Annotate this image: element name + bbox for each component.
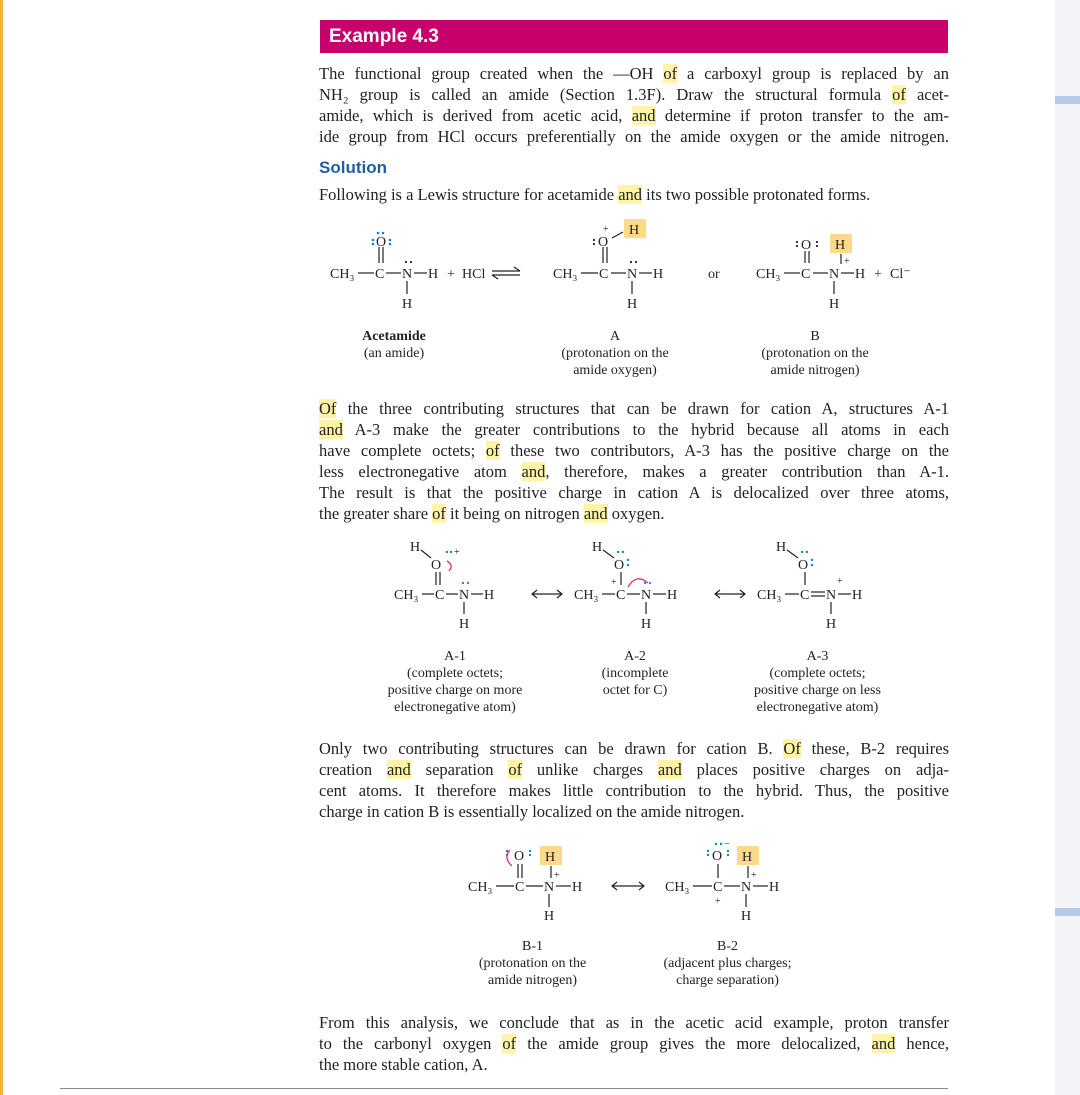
charge-plus: + [751,870,757,881]
caption-desc: octet for C) [602,683,668,698]
caption-desc: amide oxygen) [573,363,657,378]
atom-h: H [410,540,421,555]
resonance-scheme-a-svg [390,535,910,640]
caption-b2 [640,938,815,989]
caption-a1 [360,648,550,716]
atom-h: H [852,588,863,603]
atom-n: N [826,588,837,603]
resonance-scheme-b-svg [462,838,802,933]
atom-h: H [484,588,495,603]
atom-o: O [712,849,723,864]
atom-h: H [459,617,470,632]
atom-h: H [592,540,603,555]
atom-h: H [826,617,837,632]
caption-desc: amide nitrogen) [487,973,578,988]
atom-ch3: CH₃ [330,267,355,282]
text-line: Following is a Lewis structure for acetamide and its two possible protonated forms. [319,185,871,204]
atom-h: H [641,617,652,632]
atom-c: C [801,267,811,282]
text-line: cent atoms. It therefore makes little contribution to the hybrid. Thus, the positive [319,781,949,800]
reagent-hcl: HCl [462,267,486,282]
caption-desc: positive charge on more [387,683,523,698]
caption-name: B-1 [522,939,543,954]
atom-ch3: CH₃ [756,267,781,282]
atom-n: N [627,267,638,282]
resonance-paragraph-b [319,738,949,822]
atom-ch3: CH₃ [574,588,599,603]
text-line: From this analysis, we conclude that as in the acetic acid example, proton transfer [319,1013,949,1032]
caption-desc: (complete octets; [769,666,866,681]
atom-o: O [431,558,442,573]
protonation-scheme [320,216,950,316]
atom-n: N [829,267,840,282]
atom-c: C [375,267,385,282]
caption-desc: (protonation on the [561,346,669,361]
atom-h-added: H [545,850,556,865]
atom-h: H [428,267,439,282]
caption-name: Acetamide [362,329,426,344]
example-banner: Example 4.3 [320,20,948,53]
atom-h-added: H [629,223,640,238]
text-line: to the carbonyl oxygen of the amide group gives the more delocalized, and hence, [319,1034,949,1053]
caption-name: A-3 [806,649,829,664]
caption-desc: (an amide) [363,346,425,361]
scroll-mark[interactable] [1055,96,1080,104]
atom-ch3: CH₃ [394,588,419,603]
caption-desc: (adjacent plus charges; [663,956,792,971]
caption-name: A [609,329,621,344]
atom-o: O [798,558,809,573]
caption-name: A-1 [444,649,466,664]
solution-heading: Solution [319,158,387,177]
resonance-paragraph-a [319,398,949,524]
atom-h: H [402,297,413,312]
or-text: or [708,267,720,282]
atom-ch3: CH₃ [468,880,493,895]
caption-a [535,328,695,379]
atom-n: N [544,880,555,895]
charge-plus: + [844,256,850,267]
atom-h: H [776,540,787,555]
intro-paragraph [319,63,949,147]
caption-name: B-2 [717,939,738,954]
text-line: have complete octets; of these two contributors, A-3 has the positive charge on the [319,441,949,460]
atom-h: H [653,267,664,282]
text-line: Of the three contributing structures that can be drawn for cation A, structures A-1 [319,399,949,418]
atom-h: H [829,297,840,312]
scroll-mark[interactable] [1055,908,1080,916]
atom-h: H [544,909,555,924]
scroll-strip[interactable] [1055,0,1080,1095]
left-margin-rule [0,0,3,1095]
atom-h-added: H [835,238,846,253]
atom-h: H [741,909,752,924]
caption-acetamide [339,328,449,362]
charge-minus: − [724,839,730,850]
caption-desc: charge separation) [676,973,779,988]
text-line: The result is that the positive charge in cation A is delocalized over three atoms, [319,483,949,502]
atom-ch3: CH₃ [553,267,578,282]
caption-desc: (complete octets; [406,666,504,681]
plus-sign: + [447,267,455,282]
charge-plus: + [554,870,560,881]
plus-sign: + [874,267,882,282]
atom-o: O [376,235,387,250]
caption-name: A-2 [624,649,646,664]
text-line: NH₂ group is called an amide (Section 1.3F). Draw the structural formula of acet- [319,85,949,104]
atom-h: H [769,880,780,895]
atom-h-added: H [742,850,753,865]
solution-lead [319,184,949,205]
chloride-ion: Cl⁻ [890,267,911,282]
resonance-scheme-b [462,838,802,933]
atom-o: O [801,238,812,253]
atom-ch3: CH₃ [665,880,690,895]
atom-c: C [515,880,525,895]
protonation-scheme-svg [320,216,950,316]
caption-desc: (incomplete [601,666,669,681]
caption-desc: (protonation on the [478,956,587,971]
caption-desc: electronegative atom) [756,700,879,715]
charge-plus: + [837,576,843,587]
atom-o: O [514,849,525,864]
caption-desc: amide nitrogen) [770,363,860,378]
text-line: the greater share of it being on nitrogen and oxygen. [319,504,665,523]
text-line: ide group from HCl occurs preferentially on the amide oxygen or the amide nitrogen. [319,127,949,146]
charge-plus: + [603,224,609,235]
atom-c: C [616,588,626,603]
text-line: and A-3 make the greater contributions to the hybrid because all atoms in each [319,420,949,439]
atom-h: H [855,267,866,282]
atom-n: N [741,880,752,895]
charge-plus: + [611,577,617,588]
caption-a2 [575,648,695,699]
page-bottom-rule [60,1088,948,1089]
atom-c: C [599,267,609,282]
atom-c: C [435,588,445,603]
text-line: charge in cation B is essentially localized on the amide nitrogen. [319,802,745,821]
caption-desc: electronegative atom) [394,700,516,715]
charge-plus: + [715,896,721,907]
atom-ch3: CH₃ [757,588,782,603]
atom-o: O [614,558,625,573]
atom-h: H [667,588,678,603]
caption-desc: positive charge on less [754,683,881,698]
caption-a3 [725,648,910,716]
caption-b1 [455,938,610,989]
atom-n: N [641,588,652,603]
charge-plus: + [454,547,460,558]
caption-b [735,328,895,379]
caption-name: B [810,329,820,344]
resonance-scheme-a [390,535,910,640]
atom-h: H [572,880,583,895]
conclusion-paragraph [319,1012,949,1075]
text-line: creation and separation of unlike charges and places positive charges on adja- [319,760,949,779]
text-line: amide, which is derived from acetic acid, and determine if proton transfer to the am- [319,106,949,125]
atom-n: N [459,588,470,603]
atom-c: C [713,880,723,895]
atom-h: H [627,297,638,312]
text-line: Only two contributing structures can be drawn for cation B. Of these, B-2 requires [319,739,949,758]
atom-o: O [598,235,609,250]
text-line: less electronegative atom and, therefore, makes a greater contribution than A-1. [319,462,949,481]
text-line: The functional group created when the —OH of a carboxyl group is replaced by an [319,64,949,83]
text-line: the more stable cation, A. [319,1055,488,1074]
atom-c: C [800,588,810,603]
caption-desc: (protonation on the [761,346,869,361]
atom-n: N [402,267,413,282]
